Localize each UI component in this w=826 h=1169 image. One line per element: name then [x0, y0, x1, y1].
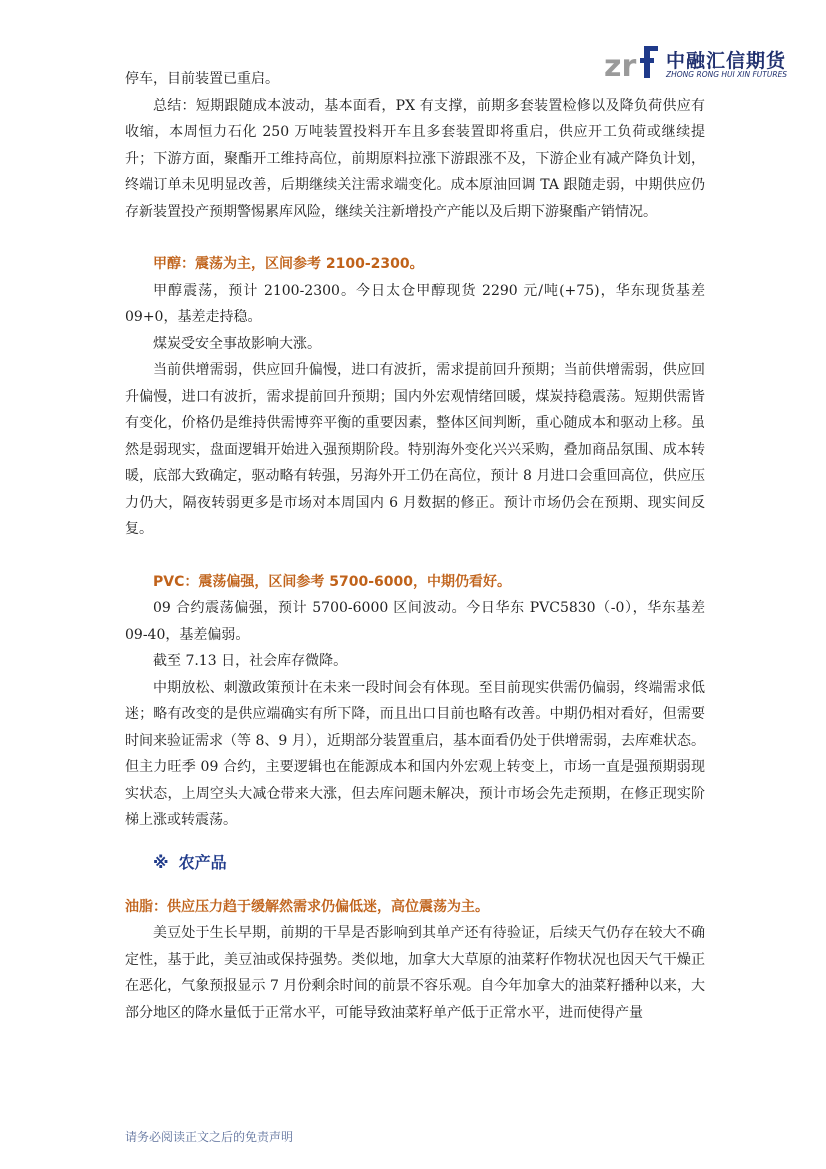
- logo-english-name: ZHONG RONG HUI XIN FUTURES: [666, 70, 788, 79]
- paragraph-summary: 总结：短期跟随成本波动，基本面看，PX 有支撑，前期多套装置检修以及降负荷供应有收缩，本周恒力石化 250 万吨装置投料开车且多套装置即将重启，供应开工负荷或继续提升；下游方面，聚酯开工维持高位，前期原料拉涨下游跟涨不及，下游企业有减产降负计划，终端订单未见明显改善，后期继续关注需求端变化。成本原油回调 TA 跟随走弱，中期供应仍存新装置投产预期警惕累库风险，继续关注新增投产产能以及后期下游聚酯产销情况。: [125, 97, 705, 220]
- logo-chinese-name: 中融汇信期货: [666, 50, 787, 72]
- section-heading-oils: 油脂：供应压力趋于缓解然需求仍偏低迷，高位震荡为主。: [125, 898, 489, 915]
- reference-mark-icon: ※: [153, 852, 169, 872]
- paragraph: 煤炭受安全事故影响大涨。: [153, 335, 321, 352]
- document-body: [125, 66, 705, 1026]
- paragraph: 停车，目前装置已重启。: [125, 71, 279, 87]
- paragraph: 甲醇震荡，预计 2100-2300。今日太仓甲醇现货 2290 元/吨(+75)，华东现货基差 09+0，基差走持稳。: [125, 282, 705, 325]
- paragraph: 美豆处于生长早期，前期的干旱是否影响到其单产还有待验证，后续天气仍存在较大不确定性，基于此，美豆油或保持强势。类似地，加拿大大草原的油菜籽作物状况也因天气干燥正在恶化，气象预报显示 7 月份剩余时间的前景不容乐观。自今年加拿大的油菜籽播种以来，大部分地区的降水量低于正常水平，可能导致油菜籽单产低于正常水平，进而使得产量: [125, 925, 705, 1021]
- paragraph: 截至 7.13 日，社会库存微降。: [153, 653, 348, 669]
- footer-disclaimer: 请务必阅读正文之后的免责声明: [125, 1130, 294, 1144]
- category-title: 农产品: [178, 852, 227, 872]
- category-heading-agriculture: [153, 850, 705, 876]
- paragraph: 当前供增需弱，供应回升偏慢，进口有波折，需求提前回升预期；当前供增需弱，供应回升偏慢，进口有波折，需求提前回升预期；国内外宏观情绪回暖，煤炭持稳震荡。短期供需皆有变化，价格仍是维持供需博弈平衡的重要因素，整体区间判断，重心随成本和驱动上移。虽然是弱现实，盘面逻辑开始进入强预期阶段。特别海外变化兴兴采购，叠加商品氛围、成本转暖，底部大致确定，驱动略有转强，另海外开工仍在高位，预计 8 月进口会重回高位，供应压力仍大，隔夜转弱更多是市场对本周国内 6 月数据的修正。预计市场仍会在预期、现实间反复。: [125, 362, 705, 537]
- paragraph: 中期放松、刺激政策预计在未来一段时间会有体现。至目前现实供需仍偏弱，终端需求低迷；略有改变的是供应端确实有所下降，而且出口目前也略有改善。中期仍相对看好，但需要时间来验证需求（等 8、9 月），近期部分装置重启，基本面看仍处于供增需弱，去库难状态。但主力旺季 09 合约，主要逻辑也在能源成本和国内外宏观上转变上，市场一直是强预期弱现实状态，上周空头大减仓带来大涨，但去库问题未解决，预计市场会先走预期，在修正现实阶梯上涨或转震荡。: [125, 679, 705, 828]
- svg-text:zr: zr: [604, 49, 637, 82]
- paragraph: 09 合约震荡偏强，预计 5700-6000 区间波动。今日华东 PVC5830（-0），华东基差 09-40，基差偏弱。: [125, 600, 705, 643]
- section-heading-pvc: PVC：震荡偏强，区间参考 5700-6000，中期仍看好。: [153, 573, 511, 590]
- section-heading-methanol: 甲醇：震荡为主，区间参考 2100-2300。: [153, 256, 424, 272]
